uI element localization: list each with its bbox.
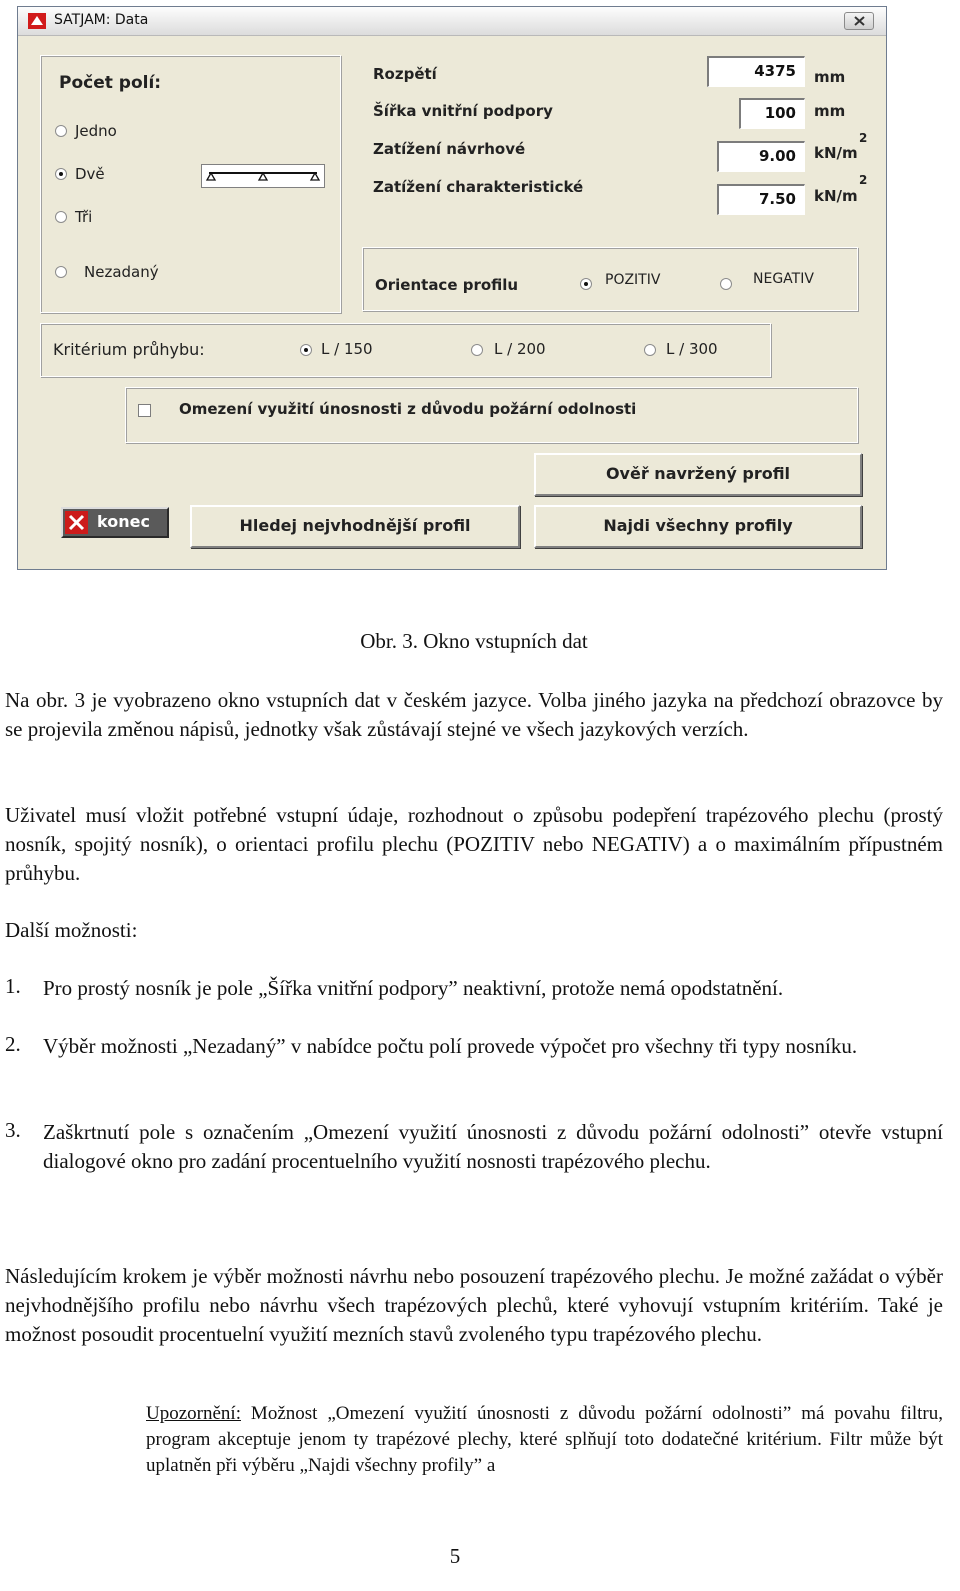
window-title: SATJAM: Data xyxy=(54,12,149,28)
span-count-label: Počet polí: xyxy=(59,73,162,93)
deflection-option-l150: L / 150 xyxy=(321,340,373,358)
support-width-unit: mm xyxy=(814,102,846,120)
exit-button[interactable] xyxy=(61,507,169,538)
close-button[interactable] xyxy=(844,12,874,30)
beam-diagram-icon xyxy=(201,164,325,188)
design-load-input[interactable]: 9.00 xyxy=(717,141,805,172)
fire-check-label: Omezení využití únosnosti z důvodu požární odolnosti xyxy=(179,400,637,418)
page-number: 5 xyxy=(449,1544,461,1568)
paragraph-3: Následujícím krokem je výběr možnosti návrhu nebo posouzení trapézového plechu. Je možné zažádat o výběr nejvhodnějšího profilu nebo návrhu všech trapézových plechů, které vyhovují vstupním kritériím. Také je možnost posoudit procentuelní využití mezních stavů zvoleného typu trapézového plechu. xyxy=(5,1264,943,1346)
note-text: Možnost „Omezení využití únosnosti z důvodu požární odolnosti” má povahu filtru, program akceptuje jenom ty trapézové plechy, které splňují toto dodatečné kritérium. Filtr může být uplatněn při výběru „Najdi všechny profily” a xyxy=(146,1403,943,1476)
verify-profile-button[interactable] xyxy=(534,453,862,496)
figure-caption: Obr. 3. Okno vstupních dat xyxy=(360,629,588,653)
note-label: Upozornění: xyxy=(146,1403,241,1424)
deflection-option-l300: L / 300 xyxy=(666,340,718,358)
radio-l150[interactable] xyxy=(300,344,312,356)
list-item-number: 1. xyxy=(5,974,21,998)
char-load-input[interactable]: 7.50 xyxy=(717,184,805,215)
radio-span-one[interactable] xyxy=(55,125,67,137)
title-bar[interactable] xyxy=(18,7,886,36)
verify-profile-label: Ověř navržený profil xyxy=(605,464,791,483)
radio-span-two[interactable] xyxy=(55,168,67,180)
list-item: Výběr možnosti „Nezadaný” v nabídce počtu polí provede výpočet pro všechny tři typy nosníku. xyxy=(43,1034,858,1058)
char-load-unit-exponent: 2 xyxy=(859,173,868,187)
note-paragraph xyxy=(146,1401,943,1479)
data-input-window xyxy=(17,6,887,570)
find-all-profiles-label: Najdi všechny profily xyxy=(603,516,793,535)
char-load-label: Zatížení charakteristické xyxy=(373,178,584,196)
span-length-input[interactable]: 4375 xyxy=(707,56,805,87)
list-item-number: 3. xyxy=(5,1118,21,1142)
exit-label: konec xyxy=(97,512,150,531)
paragraph-1: Na obr. 3 je vyobrazeno okno vstupních dat v českém jazyce. Volba jiného jazyka na předchozí obrazovce by se projevila změnou nápisů, jednotky však zůstávají stejné ve všech jazykových verzích. xyxy=(5,688,943,741)
span-length-label: Rozpětí xyxy=(373,65,437,83)
find-all-profiles-button[interactable] xyxy=(534,505,862,548)
radio-span-undefined[interactable] xyxy=(55,266,67,278)
radio-l300[interactable] xyxy=(644,344,656,356)
app-logo-icon xyxy=(28,13,46,29)
span-option-undefined: Nezadaný xyxy=(84,263,159,281)
find-best-profile-button[interactable] xyxy=(190,505,520,548)
fire-check-checkbox[interactable] xyxy=(138,404,151,417)
orientation-option-pozitiv: POZITIV xyxy=(605,272,661,288)
design-load-unit-exponent: 2 xyxy=(859,131,868,145)
more-options-title: Další možnosti: xyxy=(5,918,138,942)
support-width-label: Šířka vnitřní podpory xyxy=(373,102,553,120)
span-length-unit: mm xyxy=(814,68,846,86)
span-option-three: Tři xyxy=(75,208,93,226)
radio-span-three[interactable] xyxy=(55,211,67,223)
orientation-option-negativ: NEGATIV xyxy=(753,271,814,287)
radio-pozitiv[interactable] xyxy=(580,278,592,290)
deflection-label: Kritérium průhybu: xyxy=(53,340,205,359)
orientation-label: Orientace profilu xyxy=(375,276,519,294)
design-load-unit: kN/m xyxy=(814,144,858,162)
radio-negativ[interactable] xyxy=(720,278,732,290)
list-item-number: 2. xyxy=(5,1032,21,1056)
paragraph-2: Uživatel musí vložit potřebné vstupní údaje, rozhodnout o způsobu podepření trapézového plechu (prostý nosník, spojitý nosník), o orientaci profilu plechu (POZITIV nebo NEGATIV) a o maximálním přípustném průhybu. xyxy=(5,803,943,885)
deflection-option-l200: L / 200 xyxy=(494,340,546,358)
design-load-label: Zatížení návrhové xyxy=(373,140,526,158)
exit-icon xyxy=(65,511,88,534)
support-width-input[interactable]: 100 xyxy=(739,98,805,129)
span-option-one: Jedno xyxy=(75,122,117,140)
find-best-profile-label: Hledej nejvhodnější profil xyxy=(239,516,471,535)
span-option-two: Dvě xyxy=(75,165,105,183)
char-load-unit: kN/m xyxy=(814,187,858,205)
close-icon xyxy=(854,16,865,26)
radio-l200[interactable] xyxy=(471,344,483,356)
list-item: Zaškrtnutí pole s označením „Omezení využití únosnosti z důvodu požární odolnosti” otevře vstupní dialogové okno pro zadání procentuelního využití nosnosti trapézového plechu. xyxy=(43,1120,943,1173)
list-item: Pro prostý nosník je pole „Šířka vnitřní podpory” neaktivní, protože nemá opodstatnění. xyxy=(43,976,784,1000)
